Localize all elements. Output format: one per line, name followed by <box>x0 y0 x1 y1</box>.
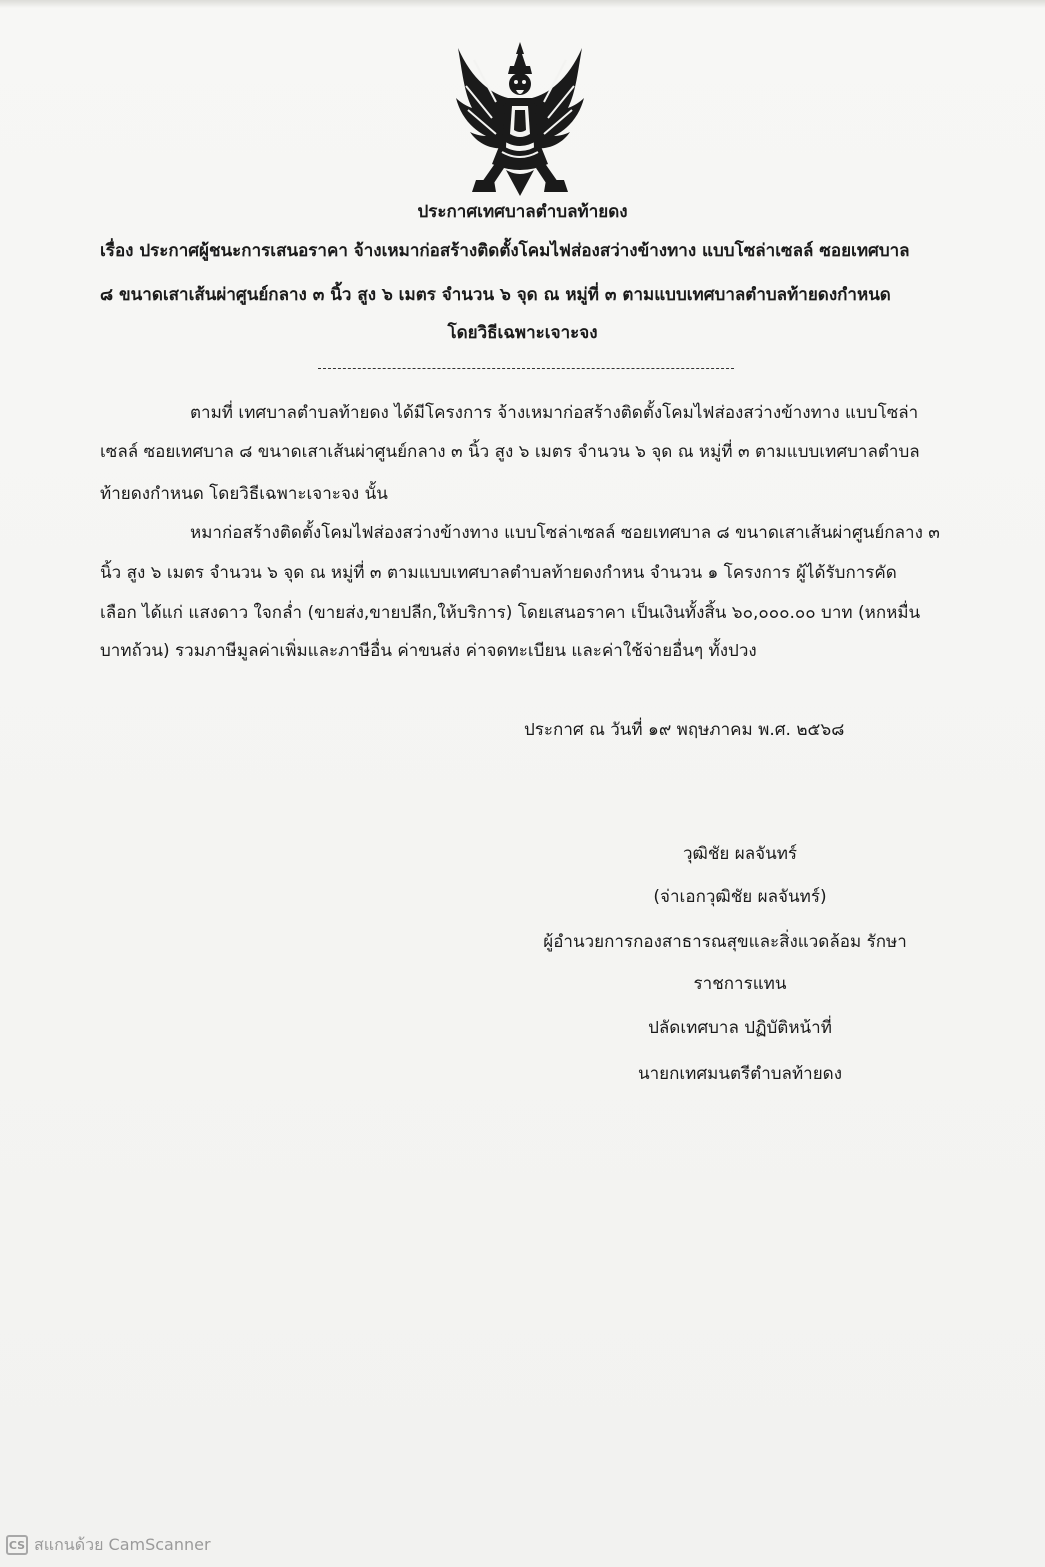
camscanner-text: สแกนด้วย CamScanner <box>34 1534 211 1554</box>
subject-line-3: โดยวิธีเฉพาะเจาะจง <box>447 323 598 343</box>
subject-line-2: ๘ ขนาดเสาเส้นผ่าศูนย์กลาง ๓ นิ้ว สูง ๖ เมตร จำนวน ๖ จุด ณ หมู่ที่ ๓ ตามแบบเทศบาลตำบลท้ายดงกำหนด <box>100 285 891 305</box>
paragraph-2-line-1: หมาก่อสร้างติดตั้งโคมไฟส่องสว่างข้างทาง แบบโซล่าเซลล์ ซอยเทศบาล ๘ ขนาดเสาเส้นผ่าศูนย์กลาง ๓ <box>190 523 940 543</box>
paragraph-2-line-2: นิ้ว สูง ๖ เมตร จำนวน ๖ จุด ณ หมู่ที่ ๓ ตามแบบเทศบาลตำบลท้ายดงกำหน จำนวน ๑ โครงการ ผู้ได้รับการคัด <box>100 563 897 583</box>
paragraph-1-line-3: ท้ายดงกำหนด โดยวิธีเฉพาะเจาะจง นั้น <box>100 484 388 504</box>
announce-date: ประกาศ ณ วันที่ ๑๙ พฤษภาคม พ.ศ. ๒๕๖๘ <box>524 720 845 740</box>
dashed-divider <box>318 368 734 369</box>
announcement-title: ประกาศเทศบาลตำบลท้ายดง <box>417 202 628 222</box>
signer-position-line-1: ผู้อำนวยการกองสาธารณสุขและสิ่งแวดล้อม รักษา <box>543 932 907 952</box>
paragraph-2-line-4: บาทถ้วน) รวมภาษีมูลค่าเพิ่มและภาษีอื่น ค่าขนส่ง ค่าจดทะเบียน และค่าใช้จ่ายอื่นๆ ทั้งปวง <box>100 641 757 661</box>
camscanner-watermark <box>6 1534 211 1556</box>
subject-line-1: เรื่อง ประกาศผู้ชนะการเสนอราคา จ้างเหมาก่อสร้างติดตั้งโคมไฟส่องสว่างข้างทาง แบบโซล่าเซลล์ ซอยเทศบาล <box>100 241 910 261</box>
page-top-edge <box>0 0 1045 8</box>
signer-position-line-4: นายกเทศมนตรีตำบลท้ายดง <box>637 1064 843 1084</box>
paragraph-1-line-2: เซลล์ ซอยเทศบาล ๘ ขนาดเสาเส้นผ่าศูนย์กลาง ๓ นิ้ว สูง ๖ เมตร จำนวน ๖ จุด ณ หมู่ที่ ๓ ตามแบบเทศบาลตำบล <box>100 442 920 462</box>
garuda-emblem-icon <box>452 40 588 198</box>
signer-position-line-3: ปลัดเทศบาล ปฏิบัติหน้าที่ <box>648 1018 832 1038</box>
signer-full-name: (จ่าเอกวุฒิชัย ผลจันทร์) <box>653 887 827 907</box>
paragraph-2-line-3: เลือก ได้แก่ แสงดาว ใจกล่ำ (ขายส่ง,ขายปลีก,ให้บริการ) โดยเสนอราคา เป็นเงินทั้งสิ้น ๖๐,๐๐๐.๐๐ บาท (หกหมื่น <box>100 603 921 623</box>
paragraph-1-line-1: ตามที่ เทศบาลตำบลท้ายดง ได้มีโครงการ จ้างเหมาก่อสร้างติดตั้งโคมไฟส่องสว่างข้างทาง แบบโซล่า <box>190 403 919 423</box>
camscanner-logo-icon: CS <box>6 1535 28 1555</box>
signed-name: วุฒิชัย ผลจันทร์ <box>682 844 798 864</box>
signer-position-line-2: ราชการแทน <box>693 974 787 994</box>
